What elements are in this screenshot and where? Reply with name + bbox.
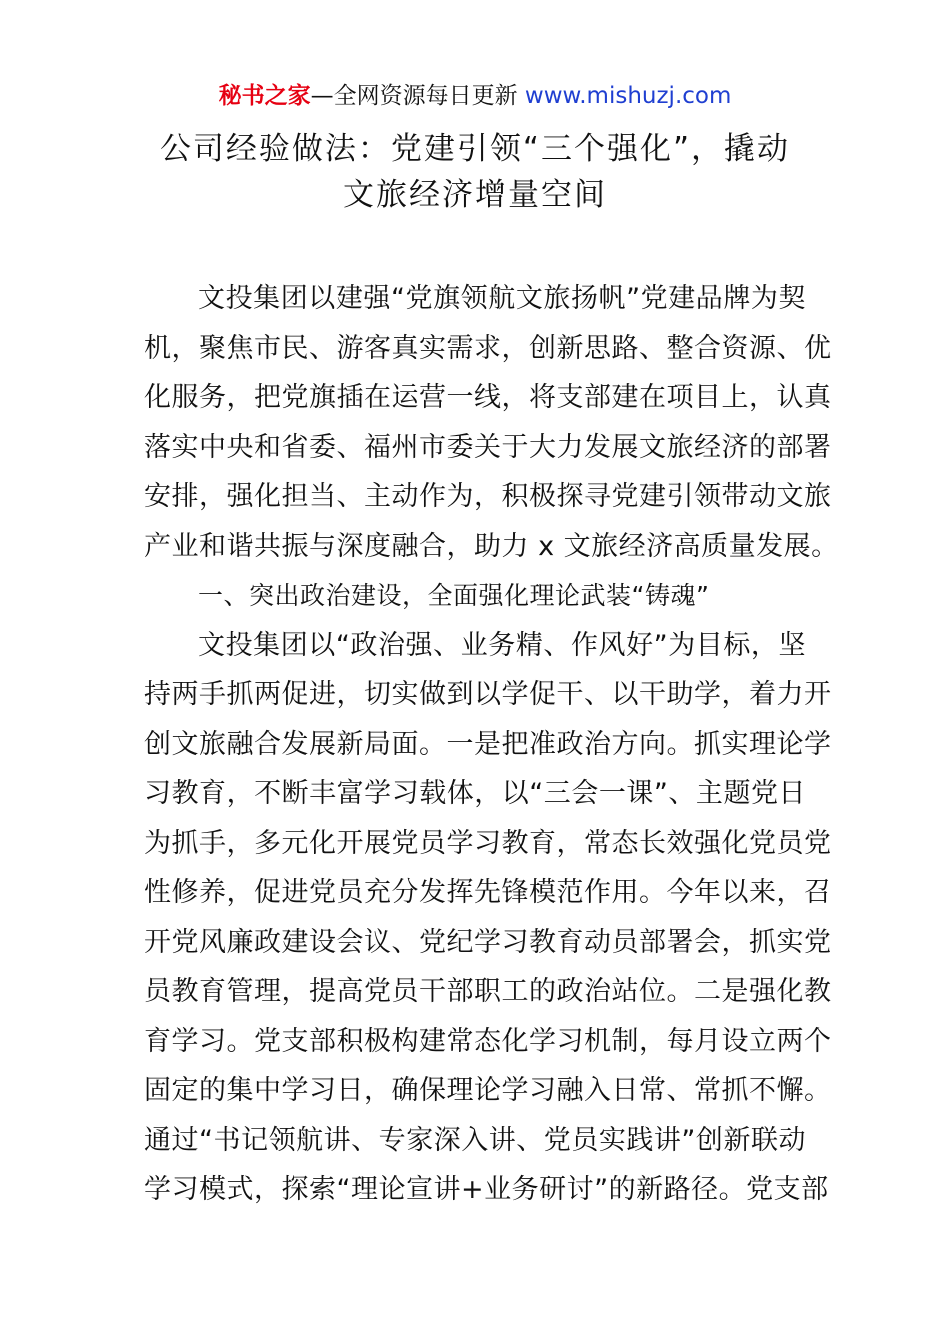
paragraph-line: 产业和谐共振与深度融合，助力 x 文旅经济高质量发展。	[144, 530, 839, 562]
paragraph-line: 员教育管理，提高党员干部职工的政治站位。二是强化教	[144, 976, 832, 1007]
paragraph-line: 性修养，促进党员充分发挥先锋模范作用。今年以来，召	[144, 877, 832, 908]
paragraph-line: 开党风廉政建设会议、党纪学习教育动员部署会，抓实党	[144, 926, 832, 958]
paragraph-line: 固定的集中学习日，确保理论学习融入日常、常抓不懈。	[144, 1075, 832, 1106]
paragraph-section-1	[144, 621, 832, 1215]
paragraph-line: 习教育，不断丰富学习载体，以“三会一课”、主题党日	[144, 778, 806, 809]
banner-brand: 秘书之家	[218, 83, 311, 109]
banner-url-link[interactable]: www.mishuzj.com	[524, 83, 732, 109]
paragraph-line: 安排，强化担当、主动作为，积极探寻党建引领带动文旅	[144, 481, 832, 512]
paragraph-line: 文投集团以建强“党旗领航文旅扬帆”党建品牌为契	[198, 283, 806, 314]
document-body	[144, 274, 839, 1215]
title-line-2: 文旅经济增量空间	[343, 177, 607, 213]
site-banner	[0, 80, 950, 112]
paragraph-line: 持两手抓两促进，切实做到以学促干、以干助学，着力开	[144, 679, 832, 710]
paragraph-line: 通过“书记领航讲、专家深入讲、党员实践讲”创新联动	[144, 1124, 806, 1156]
banner-tagline: —全网资源每日更新	[310, 83, 518, 109]
paragraph-line: 化服务，把党旗插在运营一线，将支部建在项目上，认真	[144, 382, 832, 413]
title-line-1: 公司经验做法：党建引领“三个强化”，撬动	[159, 131, 791, 167]
paragraph-line: 文投集团以“政治强、业务精、作风好”为目标，坚	[198, 629, 806, 661]
paragraph-line: 为抓手，多元化开展党员学习教育，常态长效强化党员党	[144, 827, 832, 859]
paragraph-line: 学习模式，探索“理论宣讲+业务研讨”的新路径。党支部	[144, 1174, 829, 1205]
paragraph-line: 创文旅融合发展新局面。一是把准政治方向。抓实理论学	[144, 728, 832, 760]
paragraph-intro	[144, 274, 839, 571]
paragraph-line: 育学习。党支部积极构建常态化学习机制，每月设立两个	[144, 1025, 832, 1057]
document-title	[100, 126, 850, 218]
paragraph-line: 机，聚焦市民、游客真实需求，创新思路、整合资源、优	[144, 332, 832, 364]
section-heading: 一、突出政治建设，全面强化理论武装“铸魂”	[198, 581, 710, 610]
paragraph-line: 落实中央和省委、福州市委关于大力发展文旅经济的部署	[144, 431, 832, 463]
